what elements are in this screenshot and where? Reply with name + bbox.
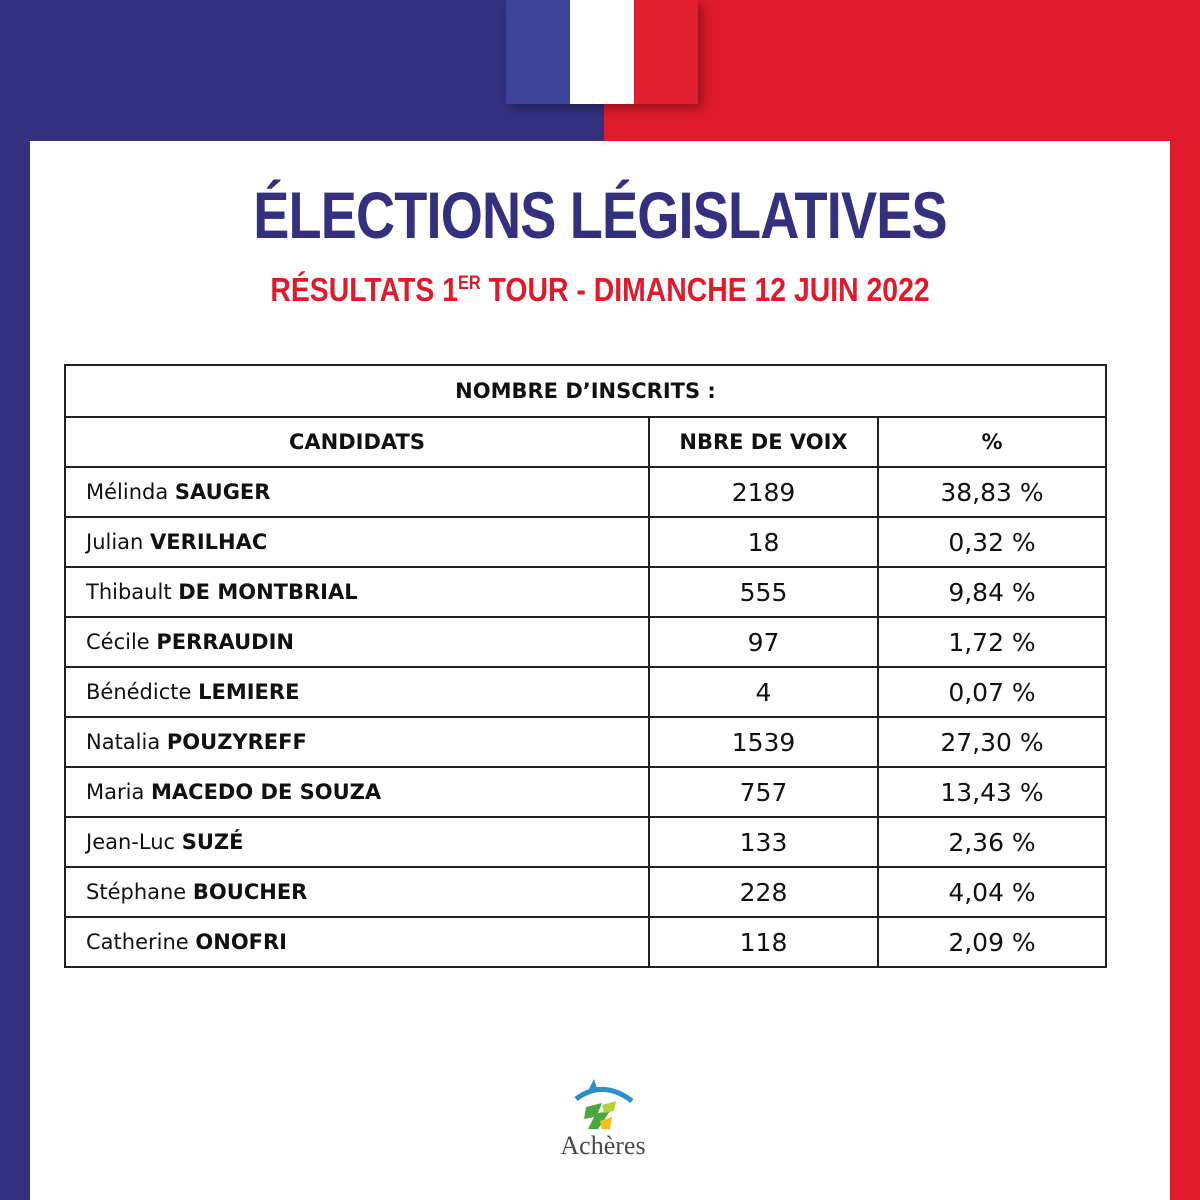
candidate-first-name: Maria	[86, 780, 145, 804]
candidate-percent: 1,72 %	[878, 617, 1106, 667]
candidate-name	[65, 517, 649, 567]
table-row	[65, 567, 1106, 617]
page-title: ÉLECTIONS LÉGISLATIVES	[253, 178, 947, 252]
table-header-row	[65, 417, 1106, 467]
subtitle-suffix: TOUR - DIMANCHE 12 JUIN 2022	[480, 271, 930, 308]
table-row	[65, 667, 1106, 717]
candidate-percent: 13,43 %	[878, 767, 1106, 817]
candidate-name	[65, 717, 649, 767]
candidate-name	[65, 667, 649, 717]
candidate-first-name: Thibault	[86, 580, 172, 604]
candidate-first-name: Cécile	[86, 630, 150, 654]
candidate-last-name: VERILHAC	[150, 530, 268, 554]
candidate-votes: 133	[649, 817, 878, 867]
subtitle-superscript: ER	[457, 273, 481, 294]
candidate-percent: 27,30 %	[878, 717, 1106, 767]
candidate-percent: 4,04 %	[878, 867, 1106, 917]
candidate-votes: 4	[649, 667, 878, 717]
candidate-name	[65, 567, 649, 617]
candidate-name	[65, 917, 649, 967]
flag-red-stripe	[634, 0, 698, 104]
column-header-candidats: CANDIDATS	[65, 417, 649, 467]
table-row	[65, 717, 1106, 767]
acheres-logo-icon	[558, 1077, 648, 1137]
candidate-last-name: DE MONTBRIAL	[178, 580, 358, 604]
table-row	[65, 767, 1106, 817]
candidate-first-name: Stéphane	[86, 880, 187, 904]
candidate-name	[65, 467, 649, 517]
candidate-votes: 1539	[649, 717, 878, 767]
inscrits-row	[65, 365, 1106, 417]
table-body	[65, 467, 1106, 967]
candidate-first-name: Mélinda	[86, 480, 169, 504]
table-row	[65, 517, 1106, 567]
candidate-name	[65, 617, 649, 667]
candidate-last-name: POUZYREFF	[166, 730, 307, 754]
table-row	[65, 817, 1106, 867]
candidate-votes: 757	[649, 767, 878, 817]
french-flag-ribbon	[506, 0, 698, 104]
candidate-first-name: Catherine	[86, 930, 189, 954]
candidate-first-name: Natalia	[86, 730, 161, 754]
table-row	[65, 867, 1106, 917]
candidate-percent: 9,84 %	[878, 567, 1106, 617]
candidate-votes: 97	[649, 617, 878, 667]
inscrits-label: NOMBRE D’INSCRITS :	[65, 365, 1106, 417]
candidate-name	[65, 767, 649, 817]
table-row	[65, 917, 1106, 967]
table-row	[65, 617, 1106, 667]
candidate-last-name: PERRAUDIN	[156, 630, 294, 654]
candidate-percent: 2,36 %	[878, 817, 1106, 867]
subtitle-prefix: RÉSULTATS 1	[270, 271, 458, 308]
flag-blue-stripe	[506, 0, 570, 104]
candidate-percent: 0,32 %	[878, 517, 1106, 567]
page-subtitle	[110, 271, 1090, 309]
candidate-first-name: Bénédicte	[86, 680, 192, 704]
candidate-last-name: BOUCHER	[192, 880, 308, 904]
table-row	[65, 467, 1106, 517]
candidate-name	[65, 817, 649, 867]
candidate-last-name: LEMIERE	[198, 680, 300, 704]
candidate-first-name: Jean-Luc	[86, 830, 176, 854]
candidate-percent: 38,83 %	[878, 467, 1106, 517]
candidate-last-name: MACEDO DE SOUZA	[151, 780, 382, 804]
candidate-last-name: ONOFRI	[195, 930, 287, 954]
column-header-percent: %	[878, 417, 1106, 467]
candidate-votes: 18	[649, 517, 878, 567]
candidate-percent: 0,07 %	[878, 667, 1106, 717]
candidate-name	[65, 867, 649, 917]
candidate-votes: 228	[649, 867, 878, 917]
acheres-logo	[558, 1077, 648, 1187]
flag-white-stripe	[570, 0, 634, 104]
candidate-votes: 555	[649, 567, 878, 617]
candidate-votes: 118	[649, 917, 878, 967]
candidate-last-name: SAUGER	[174, 480, 271, 504]
candidate-votes: 2189	[649, 467, 878, 517]
results-card	[30, 141, 1170, 1200]
results-table	[64, 364, 1107, 968]
candidate-last-name: SUZÉ	[181, 830, 244, 854]
logo-text: Achères	[560, 1131, 646, 1160]
candidate-first-name: Julian	[86, 530, 144, 554]
column-header-voix: NBRE DE VOIX	[649, 417, 878, 467]
candidate-percent: 2,09 %	[878, 917, 1106, 967]
